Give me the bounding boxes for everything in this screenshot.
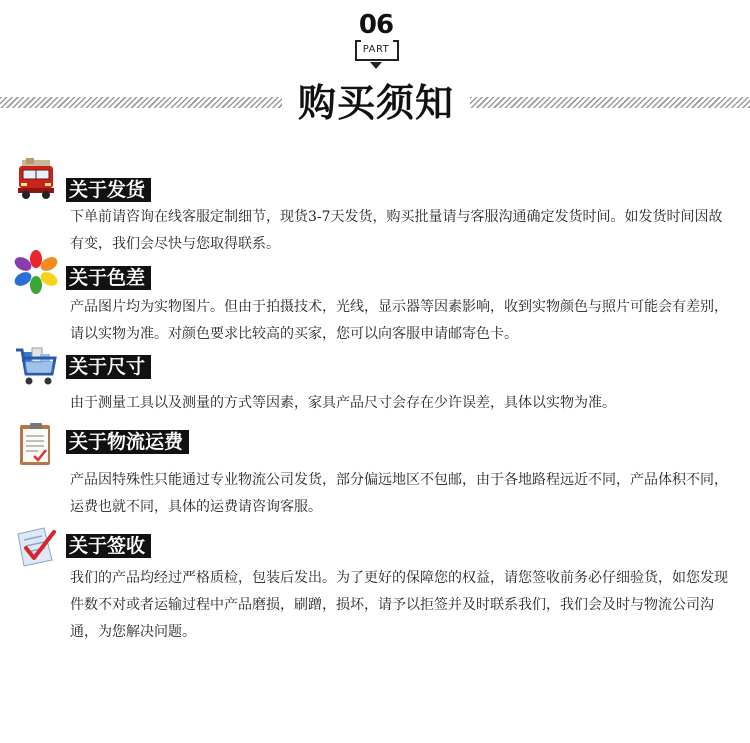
delivery-truck-icon	[14, 158, 58, 202]
section-label: 关于物流运费	[66, 430, 189, 454]
color-wheel-icon	[14, 250, 58, 294]
section-text: 产品图片均为实物图片。但由于拍摄技术，光线，显示器等因素影响，收到实物颜色与照片可能会有差别，请以实物为准。对颜色要求比较高的买家，您可以向客服申请邮寄色卡。	[70, 299, 728, 342]
section-label: 关于发货	[66, 178, 151, 202]
page-title: 购买须知	[297, 81, 454, 125]
title-row	[0, 80, 750, 126]
shopping-cart-icon	[14, 344, 58, 388]
section-label: 关于签收	[66, 534, 151, 558]
part-number: 06	[358, 10, 394, 40]
part-label: PART	[362, 44, 390, 55]
checkmark-document-icon	[14, 524, 58, 568]
hatch-divider-right	[470, 97, 750, 108]
down-arrow-icon	[370, 62, 382, 69]
section-text: 下单前请咨询在线客服定制细节，现货3-7天发货，购买批量请与客服沟通确定发货时间。如发货时间因故有变，我们会尽快与您取得联系。	[70, 209, 723, 252]
section-text: 由于测量工具以及测量的方式等因素，家具产品尺寸会存在少许误差，具体以实物为准。	[70, 395, 616, 411]
clipboard-icon	[14, 422, 58, 466]
section-text: 产品因特殊性只能通过专业物流公司发货，部分偏远地区不包邮，由于各地路程远近不同，产品体积不同，运费也就不同，具体的运费请咨询客服。	[70, 472, 728, 515]
hatch-divider-left	[0, 97, 282, 108]
section-label: 关于色差	[66, 266, 151, 290]
section-text: 我们的产品均经过严格质检，包装后发出。为了更好的保障您的权益，请您签收前务必仔细验货，如您发现件数不对或者运输过程中产品磨损，刷蹭，损坏，请予以拒签并及时联系我们，我们会及时与物流公司沟通，为您解决问题。	[70, 570, 728, 640]
part-badge	[353, 10, 399, 66]
section-label: 关于尺寸	[66, 355, 151, 379]
